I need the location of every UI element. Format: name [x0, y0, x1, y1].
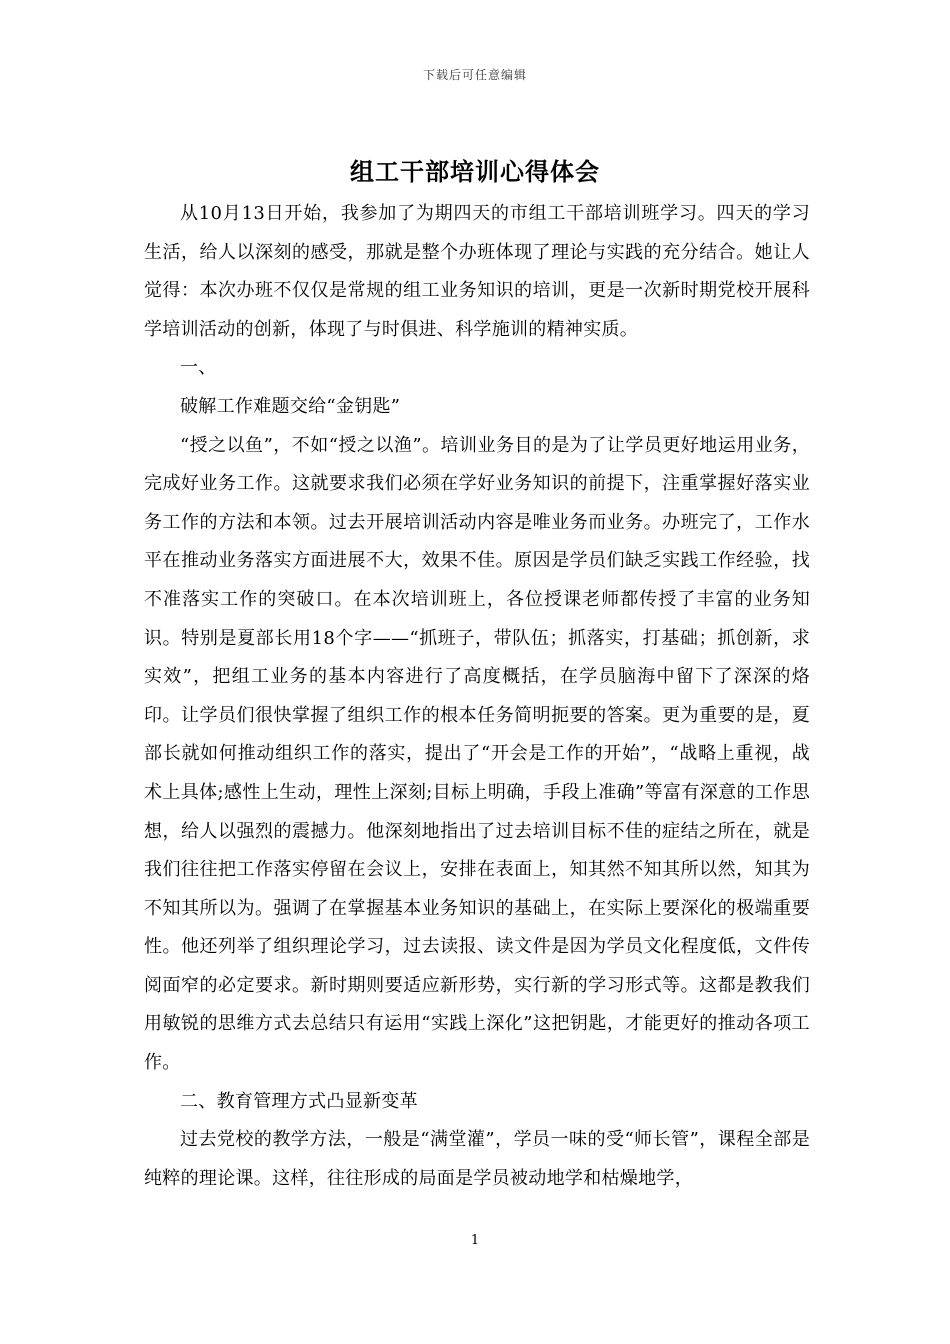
paragraph-intro: 从10月13日开始，我参加了为期四天的市组工干部培训班学习。四天的学习生活，给人以深刻的感受，那就是整个办班体现了理论与实践的充分结合。她让人觉得：本次办班不仅仅是常规的组工业务知识的培训，更是一次新时期党校开展科学培训活动的创新，体现了与时俱进、科学施训的精神实质。 [144, 203, 810, 340]
header-note: 下载后可任意编辑 [422, 68, 527, 82]
section-number-one: 一、 [180, 357, 217, 379]
document-body [144, 195, 810, 1198]
paragraph-section-two: 过去党校的教学方法，一般是“满堂灌”，学员一味的受“师长管”，课程全部是纯粹的理论课。这样，往往形成的局面是学员被动地学和枯燥地学， [144, 1129, 810, 1189]
page-number: 1 [470, 1233, 480, 1248]
document-title: 组工干部培训心得体会 [350, 157, 600, 186]
section-heading-two: 二、教育管理方式凸显新变革 [180, 1090, 418, 1112]
paragraph-section-one: “授之以鱼”，不如“授之以渔”。培训业务目的是为了让学员更好地运用业务，完成好业务工作。这就要求我们必须在学好业务知识的前提下，注重掌握好落实业务工作的方法和本领。过去开展培训活动内容是唯业务而业务。办班完了，工作水平在推动业务落实方面进展不大，效果不佳。原因是学员们缺乏实践工作经验，找不准落实工作的突破口。在本次培训班上，各位授课老师都传授了丰富的业务知识。特别是夏部长用18个字——“抓班子，带队伍；抓落实，打基础；抓创新，求实效”，把组工业务的基本内容进行了高度概括，在学员脑海中留下了深深的烙印。让学员们很快掌握了组织工作的根本任务简明扼要的答案。更为重要的是，夏部长就如何推动组织工作的落实，提出了“开会是工作的开始”，“战略上重视，战术上具体;感性上生动，理性上深刻;目标上明确，手段上准确”等富有深意的工作思想，给人以强烈的震撼力。他深刻地指出了过去培训目标不佳的症结之所在，就是我们往往把工作落实停留在会议上，安排在表面上，知其然不知其所以然，知其为不知其所以为。强调了在掌握基本业务知识的基础上，在实际上要深化的极端重要性。他还列举了组织理论学习，过去读报、读文件是因为学员文化程度低，文件传阅面窄的必定要求。新时期则要适应新形势，实行新的学习形式等。这都是教我们用敏锐的思维方式去总结只有运用“实践上深化”这把钥匙，才能更好的推动各项工作。 [144, 434, 810, 1074]
section-heading-one: 破解工作难题交给“金钥匙” [180, 395, 401, 417]
